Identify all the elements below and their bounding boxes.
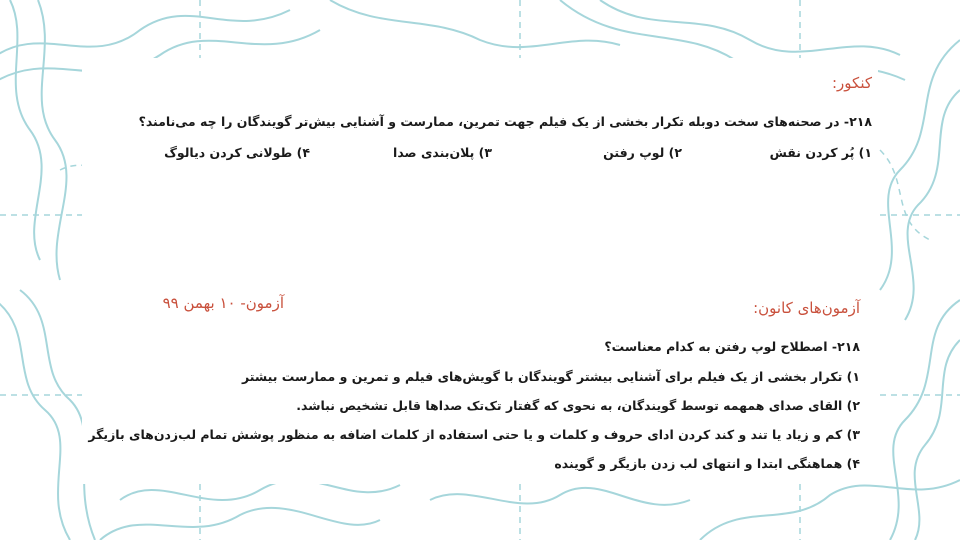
- kanoon-option-1: ۱) تکرار بخشی از یک فیلم برای آشنایی بیشتر گویندگان با گویش‌های فیلم و تمرین و ممارست بیشتر: [242, 369, 860, 384]
- konkur-question: ۲۱۸- در صحنه‌های سخت دوبله تکرار بخشی از یک فیلم جهت تمرین، ممارست و آشنایی بیش‌تر گویندگان را چه می‌نامند؟: [138, 114, 872, 129]
- kanoon-option-2: ۲) القای صدای همهمه توسط گویندگان، به نحوی که گفتار تک‌تک صداها قابل تشخیص نباشد.: [296, 398, 860, 413]
- konkur-section-title: کنکور:: [832, 74, 872, 92]
- konkur-option-3: ۳) پلان‌بندی صدا: [393, 145, 492, 160]
- kanoon-section-title: آزمون‌های کانون:: [753, 299, 860, 317]
- konkur-option-1: ۱) پُر کردن نقش: [769, 145, 872, 160]
- kanoon-question: ۲۱۸- اصطلاح لوپ رفتن به کدام معناست؟: [604, 339, 860, 354]
- kanoon-option-4: ۴) هماهنگی ابتدا و انتهای لب زدن بازیگر و گوینده: [554, 456, 860, 471]
- konkur-option-2: ۲) لوپ رفتن: [603, 145, 682, 160]
- kanoon-option-3: ۳) کم و زیاد یا تند و کند کردن ادای حروف و کلمات و یا حتی استفاده از کلمات اضافه به منظور پوشش تمام لب‌زدن‌های بازیگر: [88, 427, 860, 442]
- konkur-option-4: ۴) طولانی کردن دیالوگ: [164, 145, 310, 160]
- exam-date-label: آزمون- ۱۰ بهمن ۹۹: [162, 294, 284, 312]
